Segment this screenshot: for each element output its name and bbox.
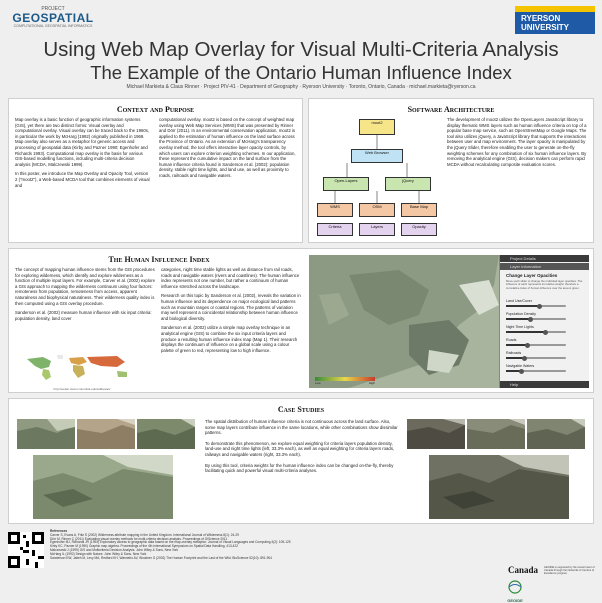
diagram-node-jquery: jQuery <box>385 177 431 191</box>
world-map-graphic <box>21 353 143 381</box>
software-panel <box>308 98 594 243</box>
poster-title: Using Web Map Overlay for Visual Multi-Criteria Analysis <box>43 38 559 61</box>
case-panel <box>8 398 594 524</box>
slider-fill <box>506 344 527 346</box>
case-map-right-3 <box>527 419 585 449</box>
context-paragraph-1: Map overlay is a basic function of geographic information systems (GIS), yet there are two distinct forms: Visual overlay and computational overlay. Visual overlay can be traced back to the 1960s, in particular the work by McHarg (1992) originally published in 1969. Map overlay also serves as a metaphor for generic access and processing of geospatial data (Kirby and Pazner 1990; Egenhofer and Richards 1993). Computational map overlay is the basis for various GIS-based modelling functions, including multi-criteria decision analysis (MCDA, Malczewski 1999). <box>15 117 150 167</box>
case-map-left-1 <box>17 419 75 449</box>
funding-text: GEOIDE is supported by the Government of Canada through the Networks of Centres of Excellence program. <box>544 566 595 575</box>
case-map-left-3-graphic <box>137 419 195 449</box>
case-text <box>205 419 399 474</box>
case-map-right-2-graphic <box>467 419 525 449</box>
case-map-right-1-graphic <box>407 419 465 449</box>
diagram-node-osm: OSM <box>359 203 395 217</box>
slider-handle[interactable] <box>543 330 548 335</box>
tab-layer-information[interactable]: Layer Information <box>500 263 589 270</box>
case-map-left-large <box>33 455 173 519</box>
context-panel <box>8 98 303 243</box>
world-map-image <box>21 353 143 391</box>
ryerson-logo-bar <box>515 6 595 12</box>
slider-handle[interactable] <box>519 369 524 374</box>
logo-top-text: PROJECT <box>41 6 65 12</box>
case-map-left-3 <box>137 419 195 449</box>
case-map-right-large-graphic <box>429 455 569 519</box>
diagram-node-opacity: Opacity <box>401 223 437 236</box>
opacity-slider[interactable] <box>506 331 566 333</box>
reference-7: Sanderson EW, Jaiteh M, Levy MA, Redford KH, Wannebo AV, Woolmer G (2002) The Human Footprint and the Last of the Wild. BioScience 52(10): 891-904 <box>50 555 272 560</box>
reference-3: Egenhofer MJ, Richards JR (1993) Exploratory access to geographic data based on the map-overlay metaphor. Journal of Visual Languages and Computing 4(2): 105-125 <box>50 540 291 545</box>
slider-handle[interactable] <box>537 304 542 309</box>
opacity-slider[interactable] <box>506 305 566 307</box>
slider-label: Navigable Waters <box>506 364 535 368</box>
canada-wordmark: Canada <box>508 565 539 575</box>
qr-code-graphic <box>8 532 44 568</box>
hii-title: The Human Influence Index <box>108 255 210 264</box>
legend-low-label: Low <box>315 381 321 385</box>
slider-label: Night Time Lights <box>506 325 534 329</box>
hii-paragraph-2: Sanderson et al. (2002) measure human influence with six input criteria: population density, land cover <box>15 310 152 321</box>
geoide-label: GEOIDE <box>507 598 523 603</box>
project-geospatial-logo <box>8 6 98 32</box>
qr-code <box>8 532 44 568</box>
ryerson-logo-line-1: RYERSON <box>521 14 561 23</box>
software-paragraph-1: The development of moot2 utilizes the OpenLayers JavaScript library to display thematic WMS layers such as human influence criteria on top of a popular base map service, such as OpenStreetMap or Google Maps. The tool also utilizes jQuery, a JavaScript library that supports the interactions between user and map environment. The layer opacity is manipulated by the jQuery Slider, therefore enabling the user to generate on-the-fly weighting schemes for any combination of six human influence layers. By removing the analytical engine (GIS), decision makers can perform rapid MCDA without recalculating composite evaluation scores. <box>447 117 587 167</box>
diagram-node-moot2: moot2 <box>359 119 395 135</box>
ryerson-logo-line-2: UNIVERSITY <box>521 22 570 32</box>
case-paragraph-3: By using this tool, criteria weights for the human influence index can be changed on-the-fly, thereby facilitating quick and powerful visual multi-criteria analyses. <box>205 462 394 474</box>
case-map-left-1-graphic <box>17 419 75 449</box>
case-paragraph-2: To demonstrate this phenomenon, we explore equal weighting for criteria layers population density, land-use and night time lights (left, 33.3% each), as well as equal weighting for criteria layers roads, railways and navigable waters (right, 33.3% each). <box>205 440 395 457</box>
moot2-map-screenshot <box>309 255 589 388</box>
logo-name: GEOSPATIAL <box>12 11 94 25</box>
architecture-diagram <box>315 117 439 239</box>
slider-fill <box>506 331 545 333</box>
hii-panel <box>8 248 594 393</box>
geoide-logo <box>500 580 530 603</box>
author-line: Michael Markieta & Claus Rinner · Project PIV-41 · Department of Geography · Ryerson University · Toronto, Ontario, Canada · michael.markieta@ryerson.ca <box>126 84 476 90</box>
ryerson-logo-text <box>521 15 569 32</box>
reference-4: Kirby KC, Pazner M (1990) Graphic map algebra. Proceedings of the 4th International Symposium on Spatial Data Handling, 413-422 <box>50 544 238 549</box>
legend-color-ramp <box>315 377 375 381</box>
tool-sidebar <box>499 255 589 388</box>
reference-5: Malczewski J (1999) GIS and Multicriteria Decision Analysis. John Wiley & Sons, New York <box>50 547 179 552</box>
world-map-caption: http://sedac.ciesin.columbia.edu/wildareas/ <box>53 387 111 391</box>
diagram-node-base-map: Base Map <box>401 203 437 217</box>
hii-paragraph-5: Sanderson et al. (2002) utilize a simple map overlay technique in an analytical engine (GIS) to combine the six input criteria layers and produce a resulting human influence index map (Map 1). Their research displays the continuum of influence on a global scale using a colour palette of green to red, representing low to high influence. <box>161 325 298 353</box>
case-map-left-2-graphic <box>77 419 135 449</box>
opacity-slider[interactable] <box>506 370 566 372</box>
diagram-node-openlayers: Open-Layers <box>323 177 369 191</box>
opacity-slider[interactable] <box>506 357 566 359</box>
map-legend <box>315 377 375 385</box>
slider-fill <box>506 305 539 307</box>
references-heading: References <box>50 529 68 533</box>
references <box>50 530 480 560</box>
case-paragraph-1: The spatial distribution of human influence criteria is not continuous across the land surface. Also, some map layers contribute influence in the same locations, while other combinations show dissimilar patterns. <box>205 419 398 436</box>
poster-subtitle: The Example of the Ontario Human Influence Index <box>90 62 512 83</box>
opacity-panel-title: Change Layer Opacities <box>506 273 558 278</box>
context-column-2 <box>159 117 297 179</box>
context-paragraph-3: computational overlay. moot2 is based on the concept of weighted map overlay using Web Map Services (WMS) that was presented by Rinner and Dörr (2011). In an environmental conservation application, moot2 is applied to the estimation of human influence on the land surface across the Province of Ontario. As an extension of McHarg's transparency overlay method, the tool offers interactive layer opacity controls, by which users can explore criterion weighting schemes. In our application, these represent the cumulative impact on the land surface from the human influence criteria found in Sanderson et al. (2002): population density, stable night time lights, and land use, as well as proximity to roads, railroads and navigable waters. <box>159 117 296 178</box>
tab-project-details[interactable]: Project Details <box>500 255 589 262</box>
context-column-1 <box>15 117 151 188</box>
software-column <box>447 117 589 167</box>
opacity-slider[interactable] <box>506 318 566 320</box>
reference-2: Dörr M, Rinner C (2011) Evaluating visual overlay methods for multi-criteria decision analysis. Proceedings of GIScience 2011 <box>50 536 228 541</box>
hii-column-1 <box>15 267 155 321</box>
slider-label: Roads <box>506 338 517 342</box>
case-map-right-1 <box>407 419 465 449</box>
tab-help[interactable]: Help <box>500 381 589 388</box>
slider-label: Railroads <box>506 351 522 355</box>
hii-column-2 <box>161 267 301 353</box>
logo-subtitle: COMPUTATIONAL GEOSPATIAL INFORMATICS <box>13 24 93 28</box>
case-map-right-2 <box>467 419 525 449</box>
diagram-node-layers: Layers <box>359 223 395 236</box>
diagram-node-browser: Web Browser <box>351 149 403 163</box>
hii-paragraph-3: categories, night time stable lights as well as distance from rail roads, roads and navigable waters (rivers and coastlines). The human influence index represents not one number, but rather a continuum of human influence stretched across the landscape. <box>161 267 300 289</box>
case-map-right-large <box>429 455 569 519</box>
opacity-slider[interactable] <box>506 344 566 346</box>
case-map-left-large-graphic <box>33 455 173 519</box>
hii-paragraph-4: Research on this topic by Sanderson et al. (2002), reveals the variation in human influence and its dependence on major ecological land patterns such as mountain ranges or coastal regions. The patterns of variation may well represent a coincidental relationship between human influence and biological diversity. <box>161 293 301 321</box>
diagram-node-criteria: Criteria <box>317 223 353 236</box>
diagram-node-wms: WMS <box>317 203 353 217</box>
case-map-right-3-graphic <box>527 419 585 449</box>
slider-handle[interactable] <box>525 343 530 348</box>
hii-paragraph-1: The concept of mapping human influence stems from the GIS procedures for exploring wilderness, which identify and explore wilderness as a function of multiple input layers. For example, Carver et al. (2002) explore a GIS approach to mapping the wilderness continuum using four factors: remoteness from population, remoteness from access, apparent naturalness and biophysical naturalness. Their wilderness quality index is then computed using a GIS overlay procedure. <box>15 267 155 306</box>
legend-high-label: High <box>368 381 375 385</box>
reference-6: McHarg IL (1992) Design with Nature. John Wiley & Sons, New York <box>50 551 147 556</box>
slider-label: Population Density <box>506 312 536 316</box>
case-map-left-2 <box>77 419 135 449</box>
geoide-logo-graphic <box>500 580 530 594</box>
opacity-panel-description: Move each slider to change the individual layer opacities. The influence of each represents its relative weight; therefore a cumulative index of human influence over the area is given. <box>506 279 583 290</box>
slider-handle[interactable] <box>528 317 533 322</box>
ryerson-logo <box>515 6 595 34</box>
reference-1: Carver S, Evans A, Fritz S (2002) Wilderness attribute mapping in the United Kingdom. International Journal of Wilderness 8(1): 24-29 <box>50 532 239 537</box>
context-paragraph-2: In this poster, we introduce the Map Overlay and Opacity Tool, version 2 ("moot2"), a Web-based MCDA tool that combines elements of visual and <box>15 171 150 188</box>
slider-label: Land Use/Cover <box>506 299 532 303</box>
context-title: Context and Purpose <box>116 105 195 114</box>
software-title: Software Architecture <box>407 105 495 114</box>
slider-handle[interactable] <box>522 356 527 361</box>
slider-fill <box>506 318 530 320</box>
case-title: Case Studies <box>277 405 325 414</box>
